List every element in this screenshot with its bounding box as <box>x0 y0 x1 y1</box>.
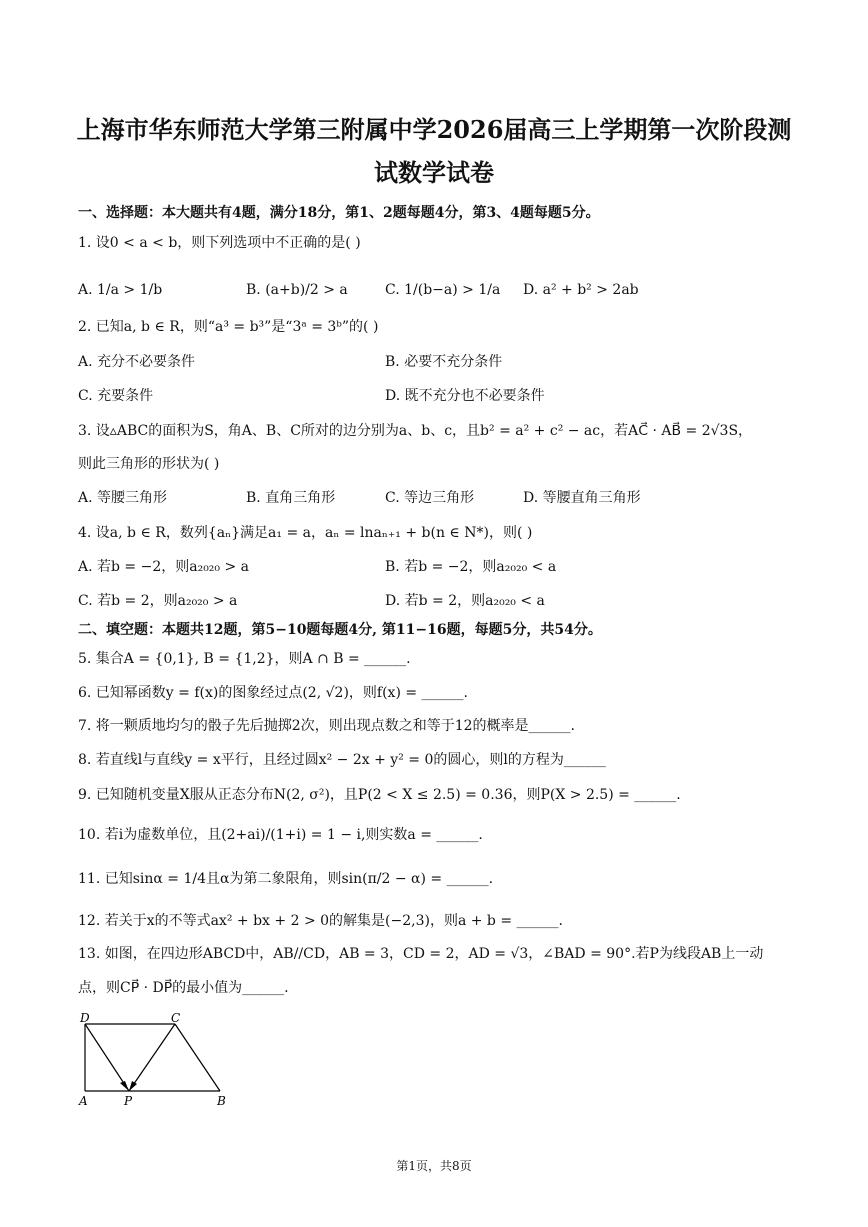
q2-option-b: B. 必要不充分条件 <box>385 354 503 370</box>
section-2-heading: 二、填空题：本题共12题，第5−10题每题4分, 第11−16题，每题5分，共54分。 <box>78 622 602 638</box>
q4-option-d: D. 若b = 2，则a₂₀₂₀ < a <box>385 593 545 609</box>
vector-cp <box>129 1024 175 1091</box>
q12: 12. 若关于x的不等式ax² + bx + 2 > 0的解集是(−2,3)，则a + b = ______. <box>78 913 563 929</box>
q1-stem: 1. 设0 < a < b，则下列选项中不正确的是( ) <box>78 235 361 251</box>
arrowhead-cp <box>129 1081 137 1091</box>
label-b: B <box>217 1094 226 1108</box>
quadrilateral-figure <box>72 1010 242 1110</box>
q9: 9. 已知随机变量X服从正态分布N(2, σ²)，且P(2 < X ≤ 2.5) = 0.36，则P(X > 2.5) = ______. <box>78 787 681 803</box>
q2-option-a: A. 充分不必要条件 <box>78 354 196 370</box>
title-line-1: 上海市华东师范大学第三附属中学2026届高三上学期第一次阶段测 <box>76 115 792 144</box>
label-a: A <box>79 1094 88 1108</box>
q3-option-b: B. 直角三角形 <box>246 490 336 506</box>
q2-option-c: C. 充要条件 <box>78 388 154 404</box>
q1-option-b: B. (a+b)/2 > a <box>246 282 348 298</box>
title-line-2: 试数学试卷 <box>374 158 494 187</box>
q11: 11. 已知sinα = 1/4且α为第二象限角，则sin(π/2 − α) = ______. <box>78 871 494 887</box>
q13-stem-1: 13. 如图，在四边形ABCD中，AB//CD，AB = 3，CD = 2，AD = √3，∠BAD = 90°.若P为线段AB上一动 <box>78 946 764 962</box>
q3-stem-1: 3. 设▵ABC的面积为S，角A、B、C所对的边分别为a、b、c，且b² = a² + c² − ac，若AC⃗ · AB⃗ = 2√3S， <box>78 423 753 439</box>
page-footer: 第1页，共8页 <box>396 1159 472 1173</box>
q2-option-d: D. 既不充分也不必要条件 <box>385 388 545 404</box>
q4-option-c: C. 若b = 2，则a₂₀₂₀ > a <box>78 593 238 609</box>
q3-option-d: D. 等腰直角三角形 <box>523 490 641 506</box>
section-1-heading: 一、选择题：本大题共有4题，满分18分，第1、2题每题4分，第3、4题每题5分。 <box>78 205 600 221</box>
q3-stem-2: 则此三角形的形状为( ) <box>78 456 220 472</box>
q4-stem: 4. 设a, b ∈ R，数列{aₙ}满足a₁ = a，aₙ = lnaₙ₊₁ + b(n ∈ N*)，则( ) <box>78 525 533 541</box>
q10: 10. 若i为虚数单位，且(2+ai)/(1+i) = 1 − i,则实数a = ______. <box>78 827 483 843</box>
q3-option-c: C. 等边三角形 <box>385 490 475 506</box>
q8: 8. 若直线l与直线y = x平行，且经过圆x² − 2x + y² = 0的圆心，则l的方程为______ <box>78 752 606 768</box>
label-p: P <box>124 1094 133 1108</box>
vector-dp <box>85 1024 129 1091</box>
q1-option-d: D. a² + b² > 2ab <box>523 282 639 298</box>
label-d: D <box>80 1011 90 1025</box>
q4-option-b: B. 若b = −2，则a₂₀₂₀ < a <box>385 559 557 575</box>
q5: 5. 集合A = {0,1}, B = {1,2}，则A ∩ B = ______. <box>78 651 411 667</box>
label-c: C <box>171 1011 181 1025</box>
arrowhead-dp <box>120 1081 129 1091</box>
q1-option-c: C. 1/(b−a) > 1/a <box>385 282 501 298</box>
q1-option-a: A. 1/a > 1/b <box>78 282 163 298</box>
q4-option-a: A. 若b = −2，则a₂₀₂₀ > a <box>78 559 250 575</box>
q3-option-a: A. 等腰三角形 <box>78 490 168 506</box>
q2-stem: 2. 已知a, b ∈ R，则“a³ = b³”是“3ᵃ = 3ᵇ”的( ) <box>78 319 379 335</box>
q6: 6. 已知幂函数y = f(x)的图象经过点(2, √2)，则f(x) = ______. <box>78 685 468 701</box>
edge-cb <box>175 1024 220 1091</box>
q7: 7. 将一颗质地均匀的骰子先后抛掷2次，则出现点数之和等于12的概率是______. <box>78 718 575 734</box>
q13-stem-2: 点，则CP⃗ · DP⃗的最小值为______. <box>78 980 289 996</box>
